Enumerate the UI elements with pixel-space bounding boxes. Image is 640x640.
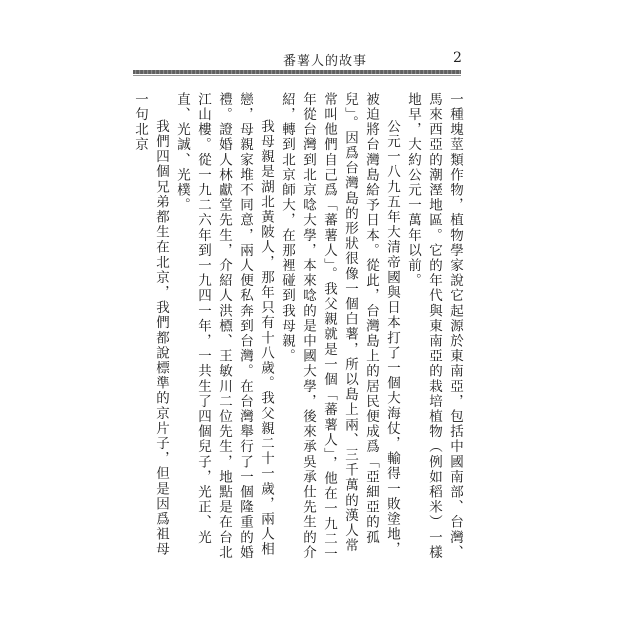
paragraph-3: 我母親是湖北黃陂人，那年只有十八歲。我父親二十一歲，兩人相戀，母親家堆不同意，兩人便私奔到台灣。在台灣舉行了一個隆重的婚禮。證婚人林獻堂先生，介紹人洪槱、王敏川二位先生，地點是在台北江山樓。從一九二六年到一九四一年，一共生了四個兒子，光正、光直、光誠、光樸。 xyxy=(174,92,274,561)
paragraph-4: 我們四個兄弟都生在北京，我們都說標準的京片子，但是因爲祖母一句北京 xyxy=(132,92,169,557)
header-rule-thin xyxy=(133,75,461,76)
header-rule xyxy=(133,70,461,74)
paragraph-2: 公元一八九五年大清帝國與日本打了一個大海仗，輸得一敗塗地，被迫將台灣島給予日本。從此，台灣島上的居民便成爲「亞細亞的孤兒」。因爲台灣島的形狀很像一個白薯，所以島上兩、三千萬的漢人常常叫他們自己爲「蕃薯人」。我父親就是一個「蕃薯人」，他在一九二一年從台灣到北京唸大學，本來唸的是中國大學，後來承吳承仕先生的介紹，轉到北京師大，在那裡碰到我母親。 xyxy=(279,92,400,562)
paragraph-1: 一種塊莖類作物，植物學家說它起源於東南亞，包括中國南部、台灣、馬來西亞的潮溼地區。它的年代與東南亞的栽培植物（例如稻米）一樣地早，大約公元一萬年以前。 xyxy=(405,92,463,561)
page-number: 2 xyxy=(453,50,462,66)
body-text xyxy=(132,92,465,562)
running-header-title: 番薯人的故事 xyxy=(283,54,368,69)
